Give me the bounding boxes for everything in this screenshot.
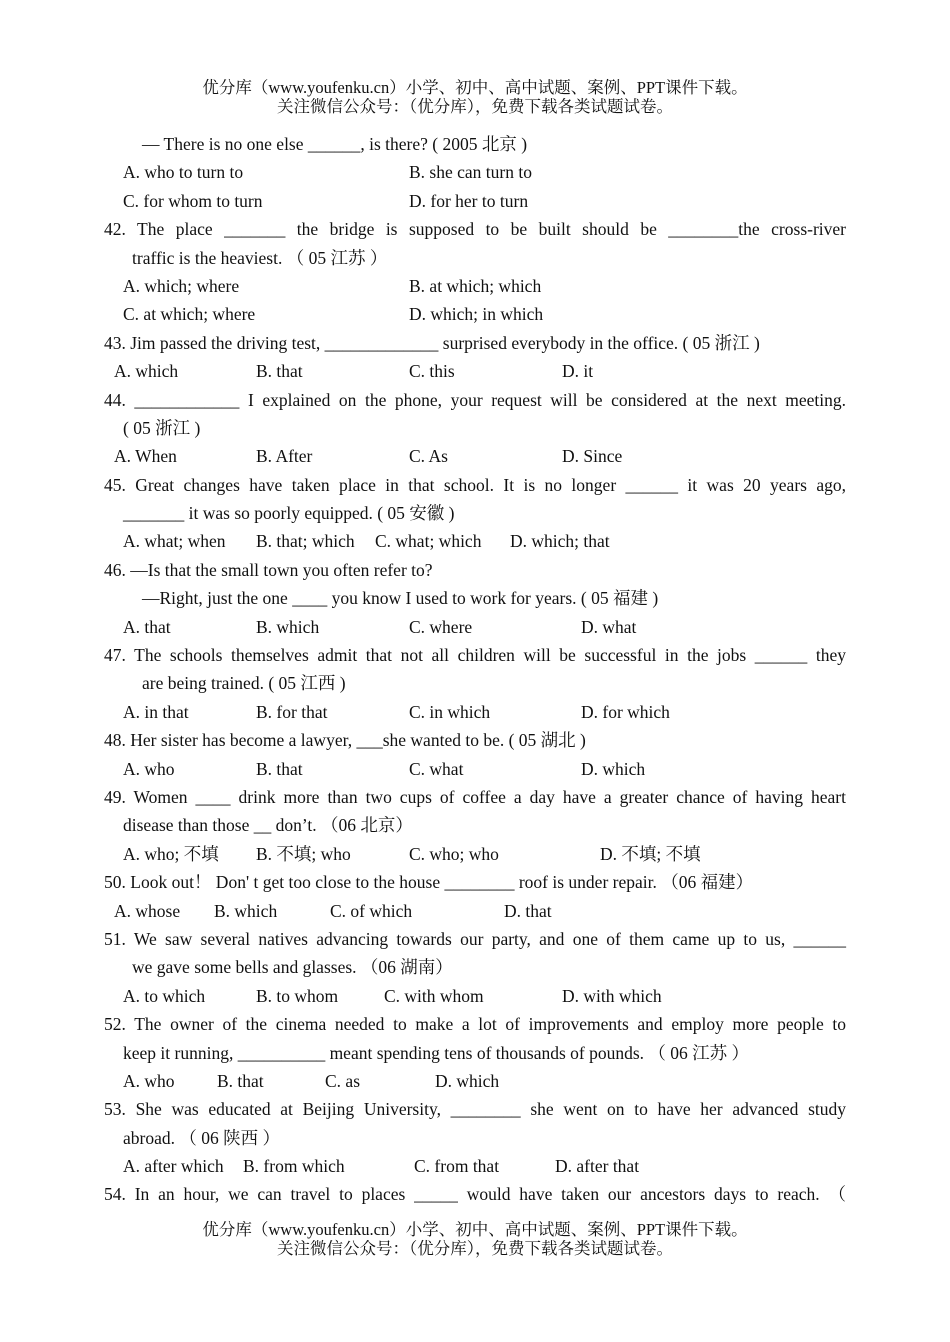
question-text-line: —Right, just the one ____ you know I used to work for years. ( 05 福建 ) [142, 588, 659, 609]
answer-options-row [104, 527, 846, 555]
answer-option: C. this [409, 361, 455, 382]
answer-option: B. she can turn to [409, 162, 532, 183]
answer-option: A. after which [123, 1156, 224, 1177]
answer-option: A. which [114, 361, 179, 382]
answer-option: B. for that [256, 701, 328, 722]
answer-options-row [104, 357, 846, 385]
answer-option: A. who [123, 758, 175, 779]
answer-option: C. who; who [409, 843, 499, 864]
answer-option: B. which [214, 900, 278, 921]
answer-options-row [104, 982, 846, 1010]
answer-option: D. it [562, 361, 594, 382]
answer-option: C. as [325, 1070, 360, 1091]
question-text-line: — There is no one else ______, is there? ( 2005 北京 ) [142, 134, 528, 154]
header-line-1: 优分库（www.youfenku.cn）小学、初中、高中试题、案例、PPT课件下载。 [202, 78, 748, 97]
answer-option: A. When [114, 446, 177, 467]
answer-option: B. from which [243, 1156, 345, 1177]
answer-option: A. who; 不填 [123, 843, 219, 864]
answer-option: B. that [217, 1070, 264, 1091]
answer-option: C. what; which [375, 531, 482, 552]
answer-option: A. which; where [123, 275, 240, 296]
answer-option: D. which [581, 758, 646, 779]
answer-options-row [104, 755, 846, 783]
question-text-line: 53. She was educated at Beijing University, ________ she went on to have her advanced study [104, 1099, 846, 1120]
footer-line-1: 优分库（www.youfenku.cn）小学、初中、高中试题、案例、PPT课件下载。 [202, 1220, 748, 1239]
answer-options-row [104, 897, 846, 925]
answer-option: A. what; when [123, 531, 226, 552]
question-text-line: 42. The place _______ the bridge is supposed to be built should be ________the cross-river [104, 219, 846, 240]
question-list [104, 130, 846, 1209]
answer-option: B. that [256, 758, 303, 779]
answer-option: C. from that [414, 1156, 500, 1177]
answer-option: C. where [409, 616, 473, 637]
answer-options-row [104, 1067, 846, 1095]
answer-option: A. who to turn to [123, 162, 244, 183]
answer-option: D. that [504, 900, 552, 921]
question-text-line: 46. —Is that the small town you often refer to? [104, 559, 433, 580]
answer-option: A. that [123, 616, 171, 637]
question-text-line: 54. In an hour, we can travel to places _____ would have taken our ancestors days to reach. （ [104, 1184, 846, 1205]
question-text-line: 50. Look out！ Don' t get too close to the house ________ roof is under repair. （06 福建） [104, 872, 754, 893]
question-text-line: 49. Women ____ drink more than two cups of coffee a day have a greater chance of having heart [104, 786, 846, 807]
question-text-line: 44. ____________ I explained on the phone, your request will be considered at the next meeting. [104, 389, 846, 410]
question-text-line: 52. The owner of the cinema needed to make a lot of improvements and employ more people to [104, 1014, 846, 1035]
answer-option: C. for whom to turn [123, 190, 263, 211]
question-text-line: abroad. （ 06 陕西 ） [123, 1127, 280, 1148]
answer-option: A. to which [123, 985, 206, 1006]
answer-option: C. what [409, 758, 464, 779]
answer-option: C. at which; where [123, 304, 256, 325]
question-text-line: 51. We saw several natives advancing towards our party, and one of them came up to us, ______ [104, 928, 846, 949]
answer-option: B. that [256, 361, 303, 382]
answer-options-row [104, 698, 846, 726]
answer-options-row [104, 272, 846, 300]
question-text-line: disease than those __ don’t. （06 北京） [123, 815, 413, 836]
answer-options-row [104, 613, 846, 641]
answer-option: D. what [581, 616, 637, 637]
answer-options-row [104, 840, 846, 868]
answer-option: D. for her to turn [409, 190, 529, 211]
question-text-line: _______ it was so poorly equipped. ( 05 安徽 ) [123, 503, 455, 524]
question-text-line: ( 05 浙江 ) [123, 417, 201, 438]
answer-options-row [104, 187, 846, 215]
answer-option: B. that; which [256, 531, 355, 552]
answer-option: A. who [123, 1070, 175, 1091]
question-text-line: keep it running, __________ meant spending tens of thousands of pounds. （ 06 江苏 ） [123, 1042, 750, 1063]
answer-option: A. in that [123, 701, 189, 722]
answer-option: A. whose [114, 900, 181, 921]
answer-option: C. As [409, 446, 448, 467]
question-text-line: 43. Jim passed the driving test, _____________ surprised everybody in the office. ( 05 浙江 ) [104, 332, 760, 353]
answer-options-row [104, 442, 846, 470]
question-text-line: 47. The schools themselves admit that not all children will be successful in the jobs ______ they [104, 645, 846, 666]
answer-option: B. 不填; who [256, 843, 351, 864]
page-footer [0, 1220, 950, 1258]
answer-option: D. for which [581, 701, 670, 722]
answer-option: D. which; that [510, 531, 610, 552]
answer-option: B. which [256, 616, 320, 637]
answer-option: B. at which; which [409, 275, 542, 296]
question-text-line: 48. Her sister has become a lawyer, ___she wanted to be. ( 05 湖北 ) [104, 730, 586, 751]
footer-line-2: 关注微信公众号：（优分库），免费下载各类试题试卷。 [277, 1239, 673, 1258]
answer-option: D. which; in which [409, 304, 544, 325]
answer-option: B. to whom [256, 985, 339, 1006]
answer-option: D. which [435, 1070, 500, 1091]
answer-option: B. After [256, 446, 313, 467]
answer-options-row [104, 158, 846, 186]
header-line-2: 关注微信公众号：（优分库），免费下载各类试题试卷。 [277, 97, 673, 116]
answer-option: D. 不填; 不填 [600, 843, 701, 864]
answer-option: D. with which [562, 985, 662, 1006]
answer-option: D. after that [555, 1156, 640, 1177]
answer-option: C. of which [330, 900, 413, 921]
answer-option: C. with whom [384, 985, 484, 1006]
answer-option: D. Since [562, 446, 623, 467]
question-text-line: traffic is the heaviest. （ 05 江苏 ） [132, 247, 388, 268]
question-text-line: 45. Great changes have taken place in that school. It is no longer ______ it was 20 years ago, [104, 474, 846, 495]
answer-options-row [104, 1152, 846, 1180]
answer-option: C. in which [409, 701, 491, 722]
page-header [0, 78, 950, 116]
answer-options-row [104, 300, 846, 328]
question-text-line: are being trained. ( 05 江西 ) [142, 673, 346, 694]
question-text-line: we gave some bells and glasses. （06 湖南） [132, 957, 453, 978]
